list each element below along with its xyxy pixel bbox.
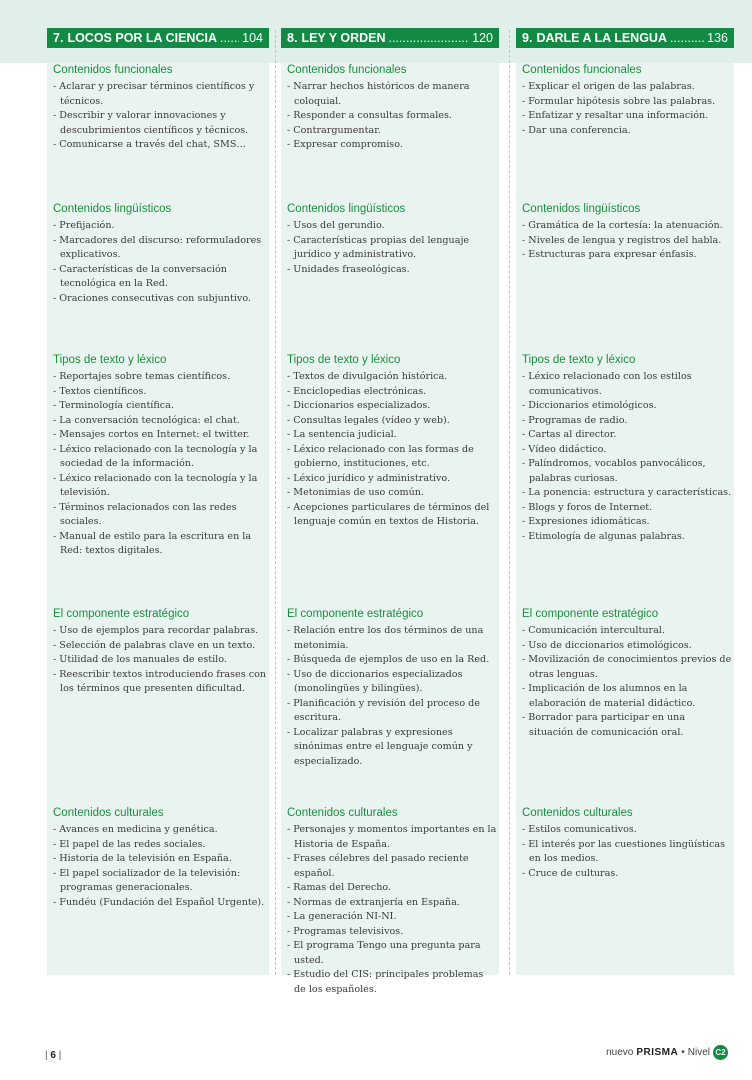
list-item: - Léxico relacionado con la tecnología y la sociedad de la información. — [53, 443, 267, 472]
list-item: - Planificación y revisión del proceso de escritura. — [287, 697, 497, 726]
section-list — [522, 80, 732, 138]
list-item: - Textos científicos. — [53, 385, 267, 400]
list-item: - Enciclopedias electrónicas. — [287, 385, 497, 400]
section-list — [53, 219, 267, 306]
list-item: - Selección de palabras clave en un texto. — [53, 639, 267, 654]
list-item: - La ponencia: estructura y características. — [522, 486, 732, 501]
list-item: - Niveles de lengua y registros del habla. — [522, 234, 732, 249]
list-item: - Ramas del Derecho. — [287, 881, 497, 896]
content-section — [53, 64, 267, 153]
section-list — [53, 80, 267, 153]
list-item: - El programa Tengo una pregunta para usted. — [287, 939, 497, 968]
section-title: Contenidos lingüísticos — [287, 203, 406, 215]
list-item: - Gramática de la cortesía: la atenuación. — [522, 219, 732, 234]
section-title: Tipos de texto y léxico — [53, 354, 167, 366]
section-list — [287, 80, 497, 153]
section-title: Contenidos culturales — [287, 807, 398, 819]
unit-page: 120 — [472, 31, 493, 45]
list-item: - Unidades fraseológicas. — [287, 263, 497, 278]
list-item: - Borrador para participar en una situación de comunicación oral. — [522, 711, 732, 740]
section-title: El componente estratégico — [522, 608, 659, 620]
list-item: - Mensajes cortos en Internet: el twitter. — [53, 428, 267, 443]
column-divider — [509, 30, 510, 975]
list-item: - Prefijación. — [53, 219, 267, 234]
list-item: - Blogs y foros de Internet. — [522, 501, 732, 516]
section-list — [522, 823, 732, 881]
section-list — [287, 219, 497, 277]
list-item: - Utilidad de los manuales de estilo. — [53, 653, 267, 668]
list-item: - Estructuras para expresar énfasis. — [522, 248, 732, 263]
list-item: - Movilización de conocimientos previos de otras lenguas. — [522, 653, 732, 682]
content-section — [522, 354, 732, 544]
unit-title: DARLE A LA LENGUA — [536, 31, 667, 45]
section-list — [522, 624, 732, 740]
list-item: - Personajes y momentos importantes en la Historia de España. — [287, 823, 497, 852]
content-section — [522, 64, 732, 138]
list-item: - Vídeo didáctico. — [522, 443, 732, 458]
list-item: - Marcadores del discurso: reformuladores explicativos. — [53, 234, 267, 263]
content-section — [53, 354, 267, 559]
content-section — [287, 203, 497, 277]
unit-title: LOCOS POR LA CIENCIA — [67, 31, 217, 45]
list-item: - Cruce de culturas. — [522, 867, 732, 882]
list-item: - Oraciones consecutivas con subjuntivo. — [53, 292, 267, 307]
list-item: - Manual de estilo para la escritura en la Red: textos digitales. — [53, 530, 267, 559]
unit-header — [516, 28, 734, 48]
list-item: - Historia de la televisión en España. — [53, 852, 267, 867]
list-item: - Implicación de los alumnos en la elaboración de material didáctico. — [522, 682, 732, 711]
list-item: - Léxico jurídico y administrativo. — [287, 472, 497, 487]
list-item: - Localizar palabras y expresiones sinónimas entre el lenguaje común y especializado. — [287, 726, 497, 770]
unit-header — [281, 28, 499, 48]
content-section — [287, 64, 497, 153]
level-label: Nivel — [687, 1047, 710, 1058]
list-item: - Expresiones idiomáticas. — [522, 515, 732, 530]
section-title: Contenidos funcionales — [53, 64, 173, 76]
list-item: - Consultas legales (vídeo y web). — [287, 414, 497, 429]
content-section — [53, 203, 267, 306]
list-item: - Dar una conferencia. — [522, 124, 732, 139]
leader-dots — [670, 28, 704, 48]
section-list — [522, 219, 732, 263]
list-item: - Términos relacionados con las redes sociales. — [53, 501, 267, 530]
list-item: - Uso de diccionarios etimológicos. — [522, 639, 732, 654]
list-item: - Terminología científica. — [53, 399, 267, 414]
list-item: - Etimología de algunas palabras. — [522, 530, 732, 545]
list-item: - Comunicarse a través del chat, SMS… — [53, 138, 267, 153]
list-item: - Frases célebres del pasado reciente español. — [287, 852, 497, 881]
list-item: - Estilos comunicativos. — [522, 823, 732, 838]
section-list — [53, 624, 267, 697]
section-list — [53, 370, 267, 559]
page-number-value: 6 — [50, 1050, 56, 1061]
section-title: Contenidos funcionales — [287, 64, 407, 76]
content-section — [522, 807, 732, 881]
list-item: - Fundéu (Fundación del Español Urgente). — [53, 896, 267, 911]
unit-number: 7. — [53, 31, 64, 45]
list-item: - Estudio del CIS: principales problemas de los españoles. — [287, 968, 497, 997]
unit-page: 136 — [707, 31, 728, 45]
content-section — [522, 608, 732, 740]
list-item: - Palíndromos, vocablos panvocálicos, palabras curiosas. — [522, 457, 732, 486]
unit-number: 8. — [287, 31, 298, 45]
list-item: - Uso de ejemplos para recordar palabras. — [53, 624, 267, 639]
list-item: - Programas televisivos. — [287, 925, 497, 940]
list-item: - Léxico relacionado con las formas de gobierno, instituciones, etc. — [287, 443, 497, 472]
list-item: - Enfatizar y resaltar una información. — [522, 109, 732, 124]
list-item: - Cartas al director. — [522, 428, 732, 443]
content-section — [287, 608, 497, 769]
list-item: - Acepciones particulares de términos del lenguaje común en textos de Historia. — [287, 501, 497, 530]
list-item: - Normas de extranjería en España. — [287, 896, 497, 911]
list-item: - Características de la conversación tecnológica en la Red. — [53, 263, 267, 292]
section-list — [522, 370, 732, 544]
brand-separator: • — [681, 1047, 685, 1058]
list-item: - Uso de diccionarios especializados (monolingües y bilingües). — [287, 668, 497, 697]
list-item: - Avances en medicina y genética. — [53, 823, 267, 838]
list-item: - Características propias del lenguaje jurídico y administrativo. — [287, 234, 497, 263]
list-item: - Reescribir textos introduciendo frases con los términos que presenten dificultad. — [53, 668, 267, 697]
section-title: El componente estratégico — [287, 608, 424, 620]
list-item: - Textos de divulgación histórica. — [287, 370, 497, 385]
list-item: - El interés por las cuestiones lingüísticas en los medios. — [522, 838, 732, 867]
section-title: El componente estratégico — [53, 608, 190, 620]
list-item: - Explicar el origen de las palabras. — [522, 80, 732, 95]
section-title: Contenidos culturales — [522, 807, 633, 819]
brand-prefix: nuevo — [606, 1047, 634, 1058]
content-section — [522, 203, 732, 263]
list-item: - La generación NI-NI. — [287, 910, 497, 925]
section-list — [287, 823, 497, 997]
footer-brand — [606, 1045, 728, 1060]
section-title: Tipos de texto y léxico — [522, 354, 636, 366]
list-item: - Diccionarios especializados. — [287, 399, 497, 414]
section-title: Contenidos lingüísticos — [522, 203, 641, 215]
leader-dots — [220, 28, 239, 48]
list-item: - La sentencia judicial. — [287, 428, 497, 443]
page-number: | 6 | — [45, 1050, 62, 1061]
section-title: Contenidos lingüísticos — [53, 203, 172, 215]
section-title: Contenidos culturales — [53, 807, 164, 819]
section-list — [287, 370, 497, 530]
list-item: - Aclarar y precisar términos científicos y técnicos. — [53, 80, 267, 109]
level-badge: C2 — [713, 1045, 728, 1060]
column-divider — [275, 30, 276, 975]
section-list — [287, 624, 497, 769]
unit-page: 104 — [242, 31, 263, 45]
list-item: - Programas de radio. — [522, 414, 732, 429]
unit-number: 9. — [522, 31, 533, 45]
list-item: - Léxico relacionado con los estilos comunicativos. — [522, 370, 732, 399]
list-item: - La conversación tecnológica: el chat. — [53, 414, 267, 429]
content-section — [53, 807, 267, 910]
list-item: - Reportajes sobre temas científicos. — [53, 370, 267, 385]
brand-name: PRISMA — [636, 1047, 679, 1058]
list-item: - Narrar hechos históricos de manera coloquial. — [287, 80, 497, 109]
list-item: - Expresar compromiso. — [287, 138, 497, 153]
content-section — [287, 354, 497, 530]
list-item: - Léxico relacionado con la tecnología y la televisión. — [53, 472, 267, 501]
list-item: - Contrargumentar. — [287, 124, 497, 139]
unit-column-9 — [516, 0, 734, 975]
section-title: Tipos de texto y léxico — [287, 354, 401, 366]
section-list — [53, 823, 267, 910]
list-item: - Formular hipótesis sobre las palabras. — [522, 95, 732, 110]
list-item: - Usos del gerundio. — [287, 219, 497, 234]
list-item: - Comunicación intercultural. — [522, 624, 732, 639]
list-item: - Diccionarios etimológicos. — [522, 399, 732, 414]
unit-column-7 — [47, 0, 269, 975]
list-item: - Relación entre los dos términos de una metonimia. — [287, 624, 497, 653]
list-item: - Responder a consultas formales. — [287, 109, 497, 124]
unit-column-8 — [281, 0, 499, 995]
list-item: - Metonimias de uso común. — [287, 486, 497, 501]
list-item: - El papel socializador de la televisión: programas generacionales. — [53, 867, 267, 896]
leader-dots — [389, 28, 470, 48]
section-title: Contenidos funcionales — [522, 64, 642, 76]
list-item: - Búsqueda de ejemplos de uso en la Red. — [287, 653, 497, 668]
unit-title: LEY Y ORDEN — [301, 31, 386, 45]
unit-header — [47, 28, 269, 48]
list-item: - Describir y valorar innovaciones y descubrimientos científicos y técnicos. — [53, 109, 267, 138]
content-section — [53, 608, 267, 697]
content-section — [287, 807, 497, 997]
list-item: - El papel de las redes sociales. — [53, 838, 267, 853]
